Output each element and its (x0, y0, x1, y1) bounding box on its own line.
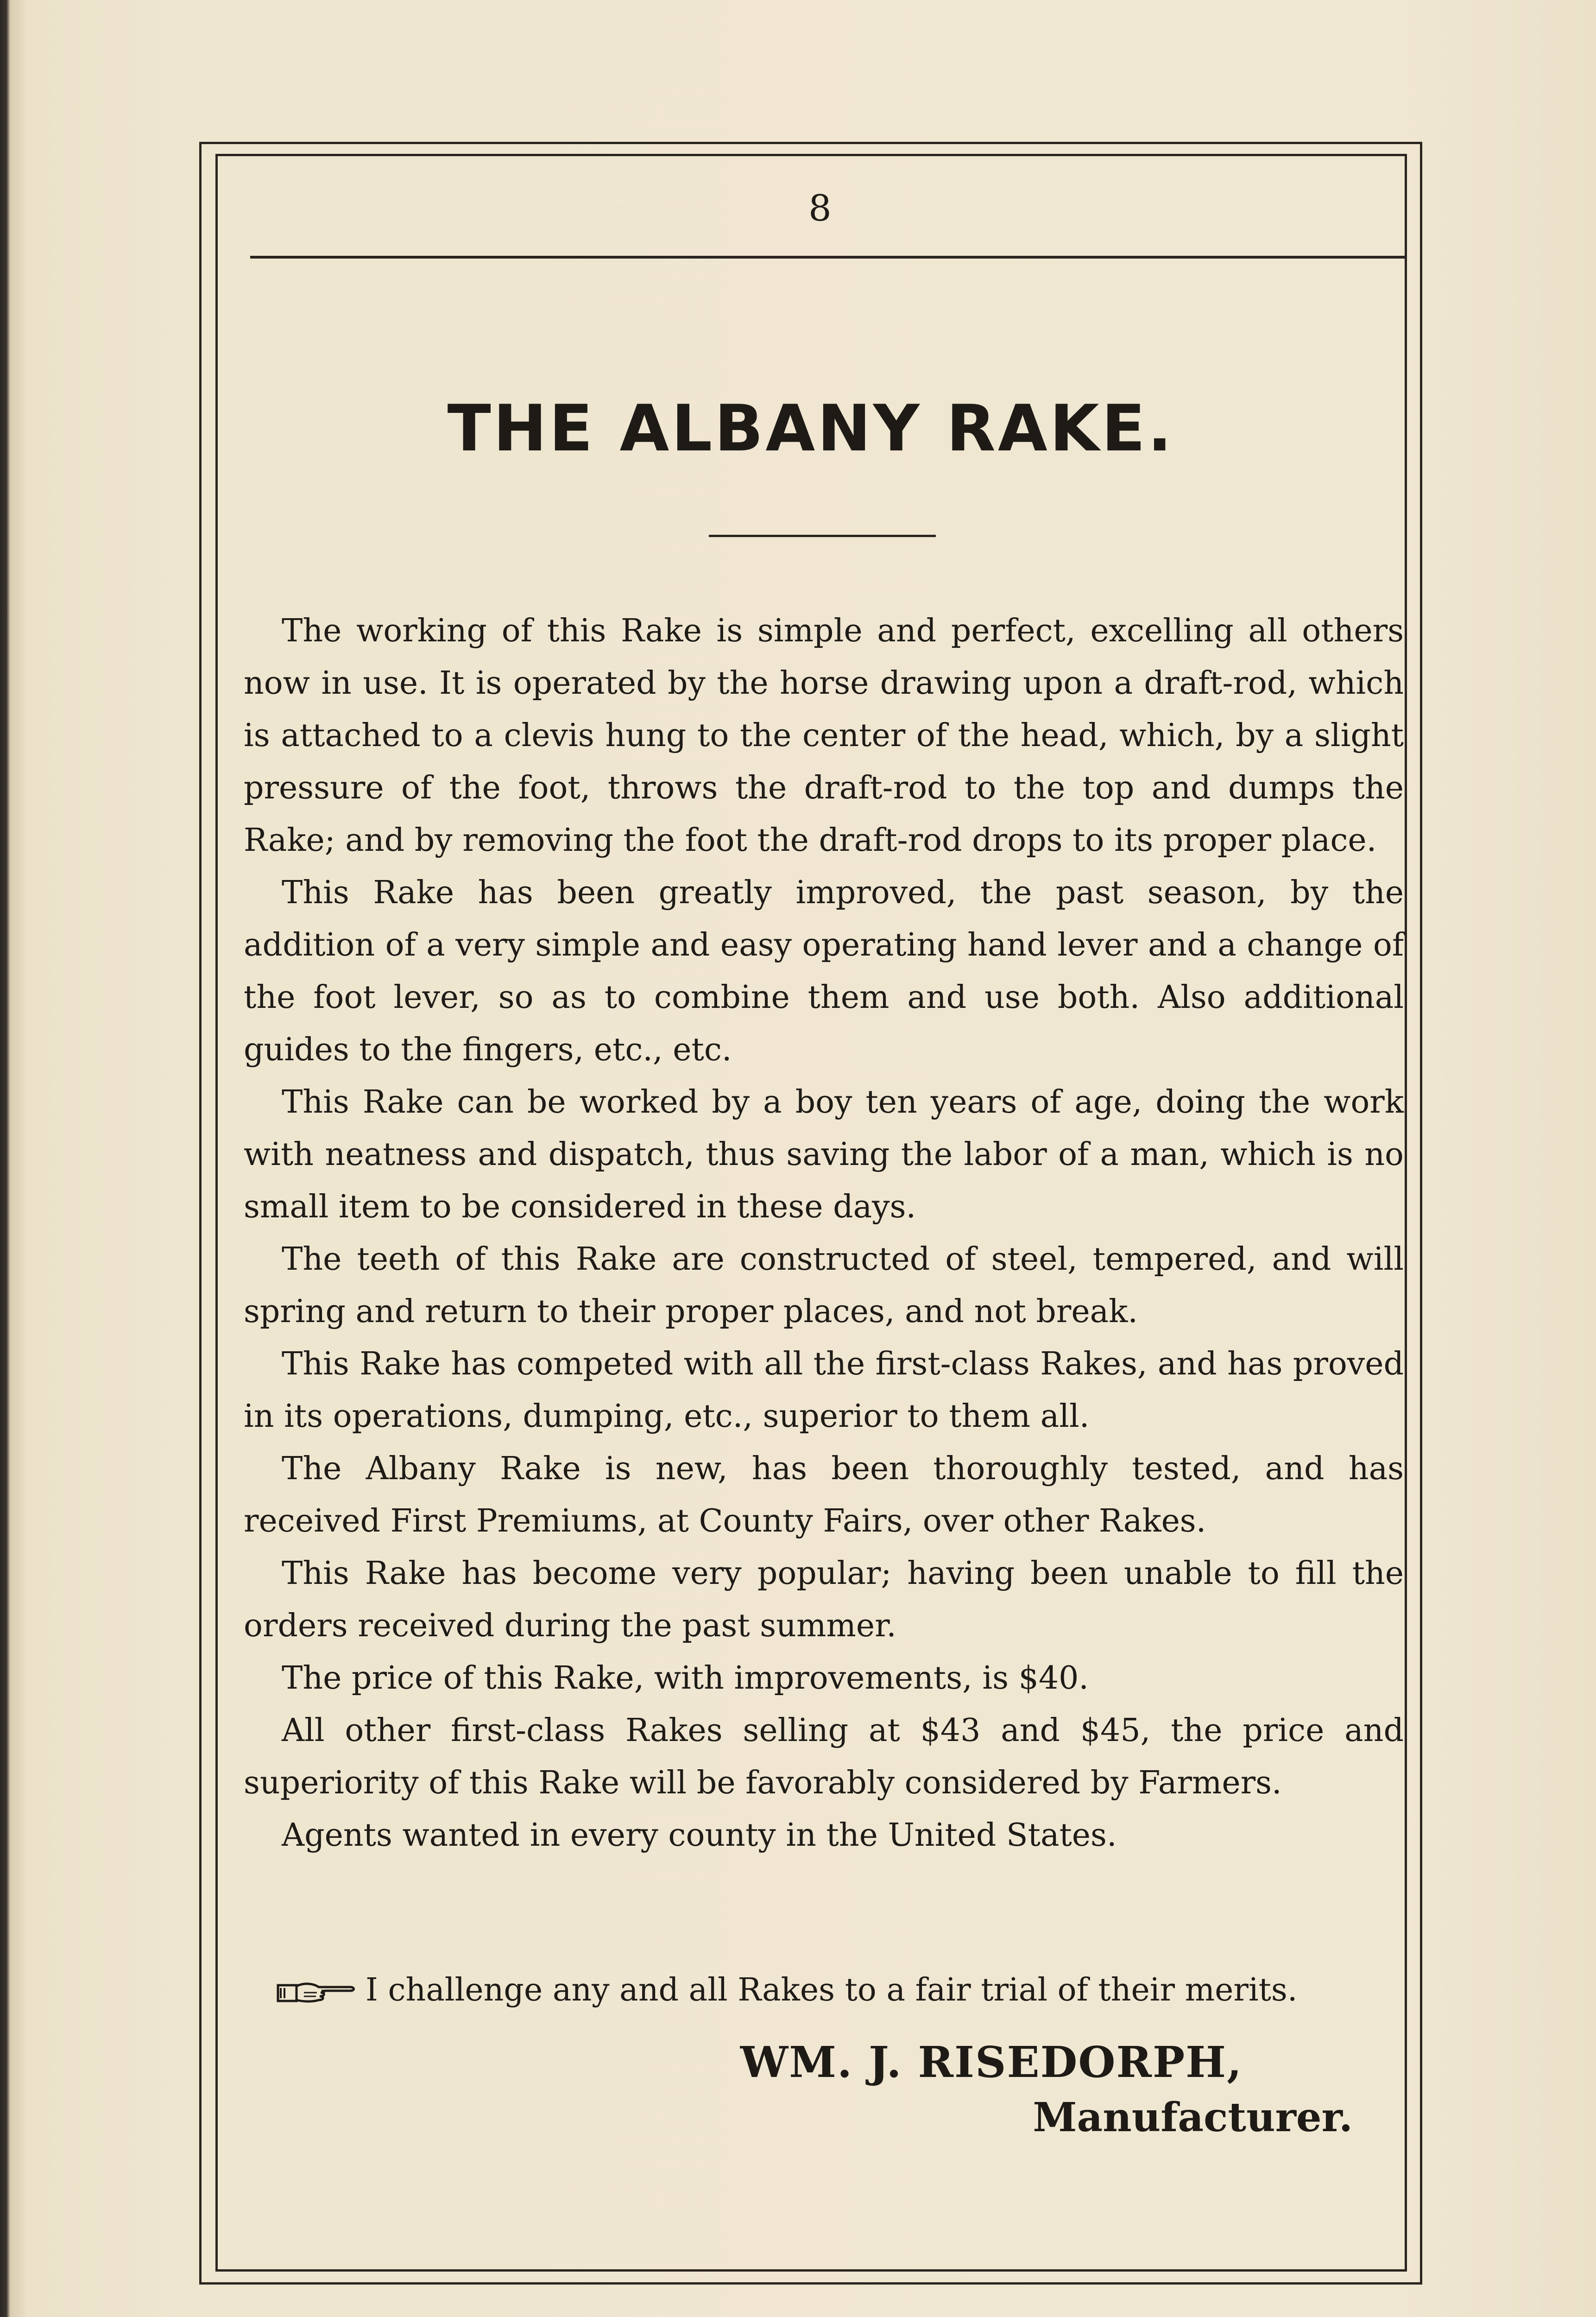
paragraph: This Rake can be worked by a boy ten years of age, doing the work with neatness and dispatch, thus saving the labor of a man, which is no small item to be considered in these days. (244, 1084, 1404, 1225)
page-title: THE ALBANY RAKE. (447, 391, 1174, 466)
paragraph: All other first-class Rakes selling at $43 and $45, the price and superiority of this Rake will be favorably considered by Farmers. (244, 1712, 1404, 1801)
signature-name: WM. J. RISEDORPH, (740, 2037, 1243, 2087)
challenge-line (276, 1965, 1388, 2016)
paragraph: The working of this Rake is simple and perfect, excelling all others now in use. It is operated by the horse drawing upon a draft-rod, which is attached to a clevis hung to the center of the head, which, by a slight pressure of the foot, throws the draft-rod to the top and dumps the Rake; and by removing the foot the draft-rod drops to its proper place. (244, 613, 1404, 859)
challenge-text: I challenge any and all Rakes to a fair trial of their merits. (366, 1972, 1298, 2008)
paragraph: The Albany Rake is new, has been thoroughly tested, and has received First Premiums, at County Fairs, over other Rakes. (244, 1450, 1404, 1539)
pointing-hand-icon (276, 1979, 357, 2007)
header-divider (250, 256, 1406, 259)
body-text (244, 605, 1404, 1861)
paragraph: The price of this Rake, with improvements, is $40. (282, 1660, 1089, 1697)
page-number: 8 (808, 188, 832, 229)
paragraph: Agents wanted in every county in the United States. (282, 1817, 1117, 1854)
title-divider (709, 535, 936, 537)
paragraph: This Rake has been greatly improved, the past season, by the addition of a very simple and easy operating hand lever and a change of the foot lever, so as to combine them and use both. Also additional guides to the fingers, etc., etc. (244, 874, 1404, 1068)
paragraph: This Rake has become very popular; having been unable to fill the orders received during the past summer. (244, 1555, 1404, 1644)
signature-role: Manufacturer. (1033, 2094, 1353, 2141)
paragraph: The teeth of this Rake are constructed of steel, tempered, and will spring and return to their proper places, and not break. (244, 1241, 1404, 1330)
paragraph: This Rake has competed with all the first-class Rakes, and has proved in its operations, dumping, etc., superior to them all. (244, 1346, 1404, 1435)
